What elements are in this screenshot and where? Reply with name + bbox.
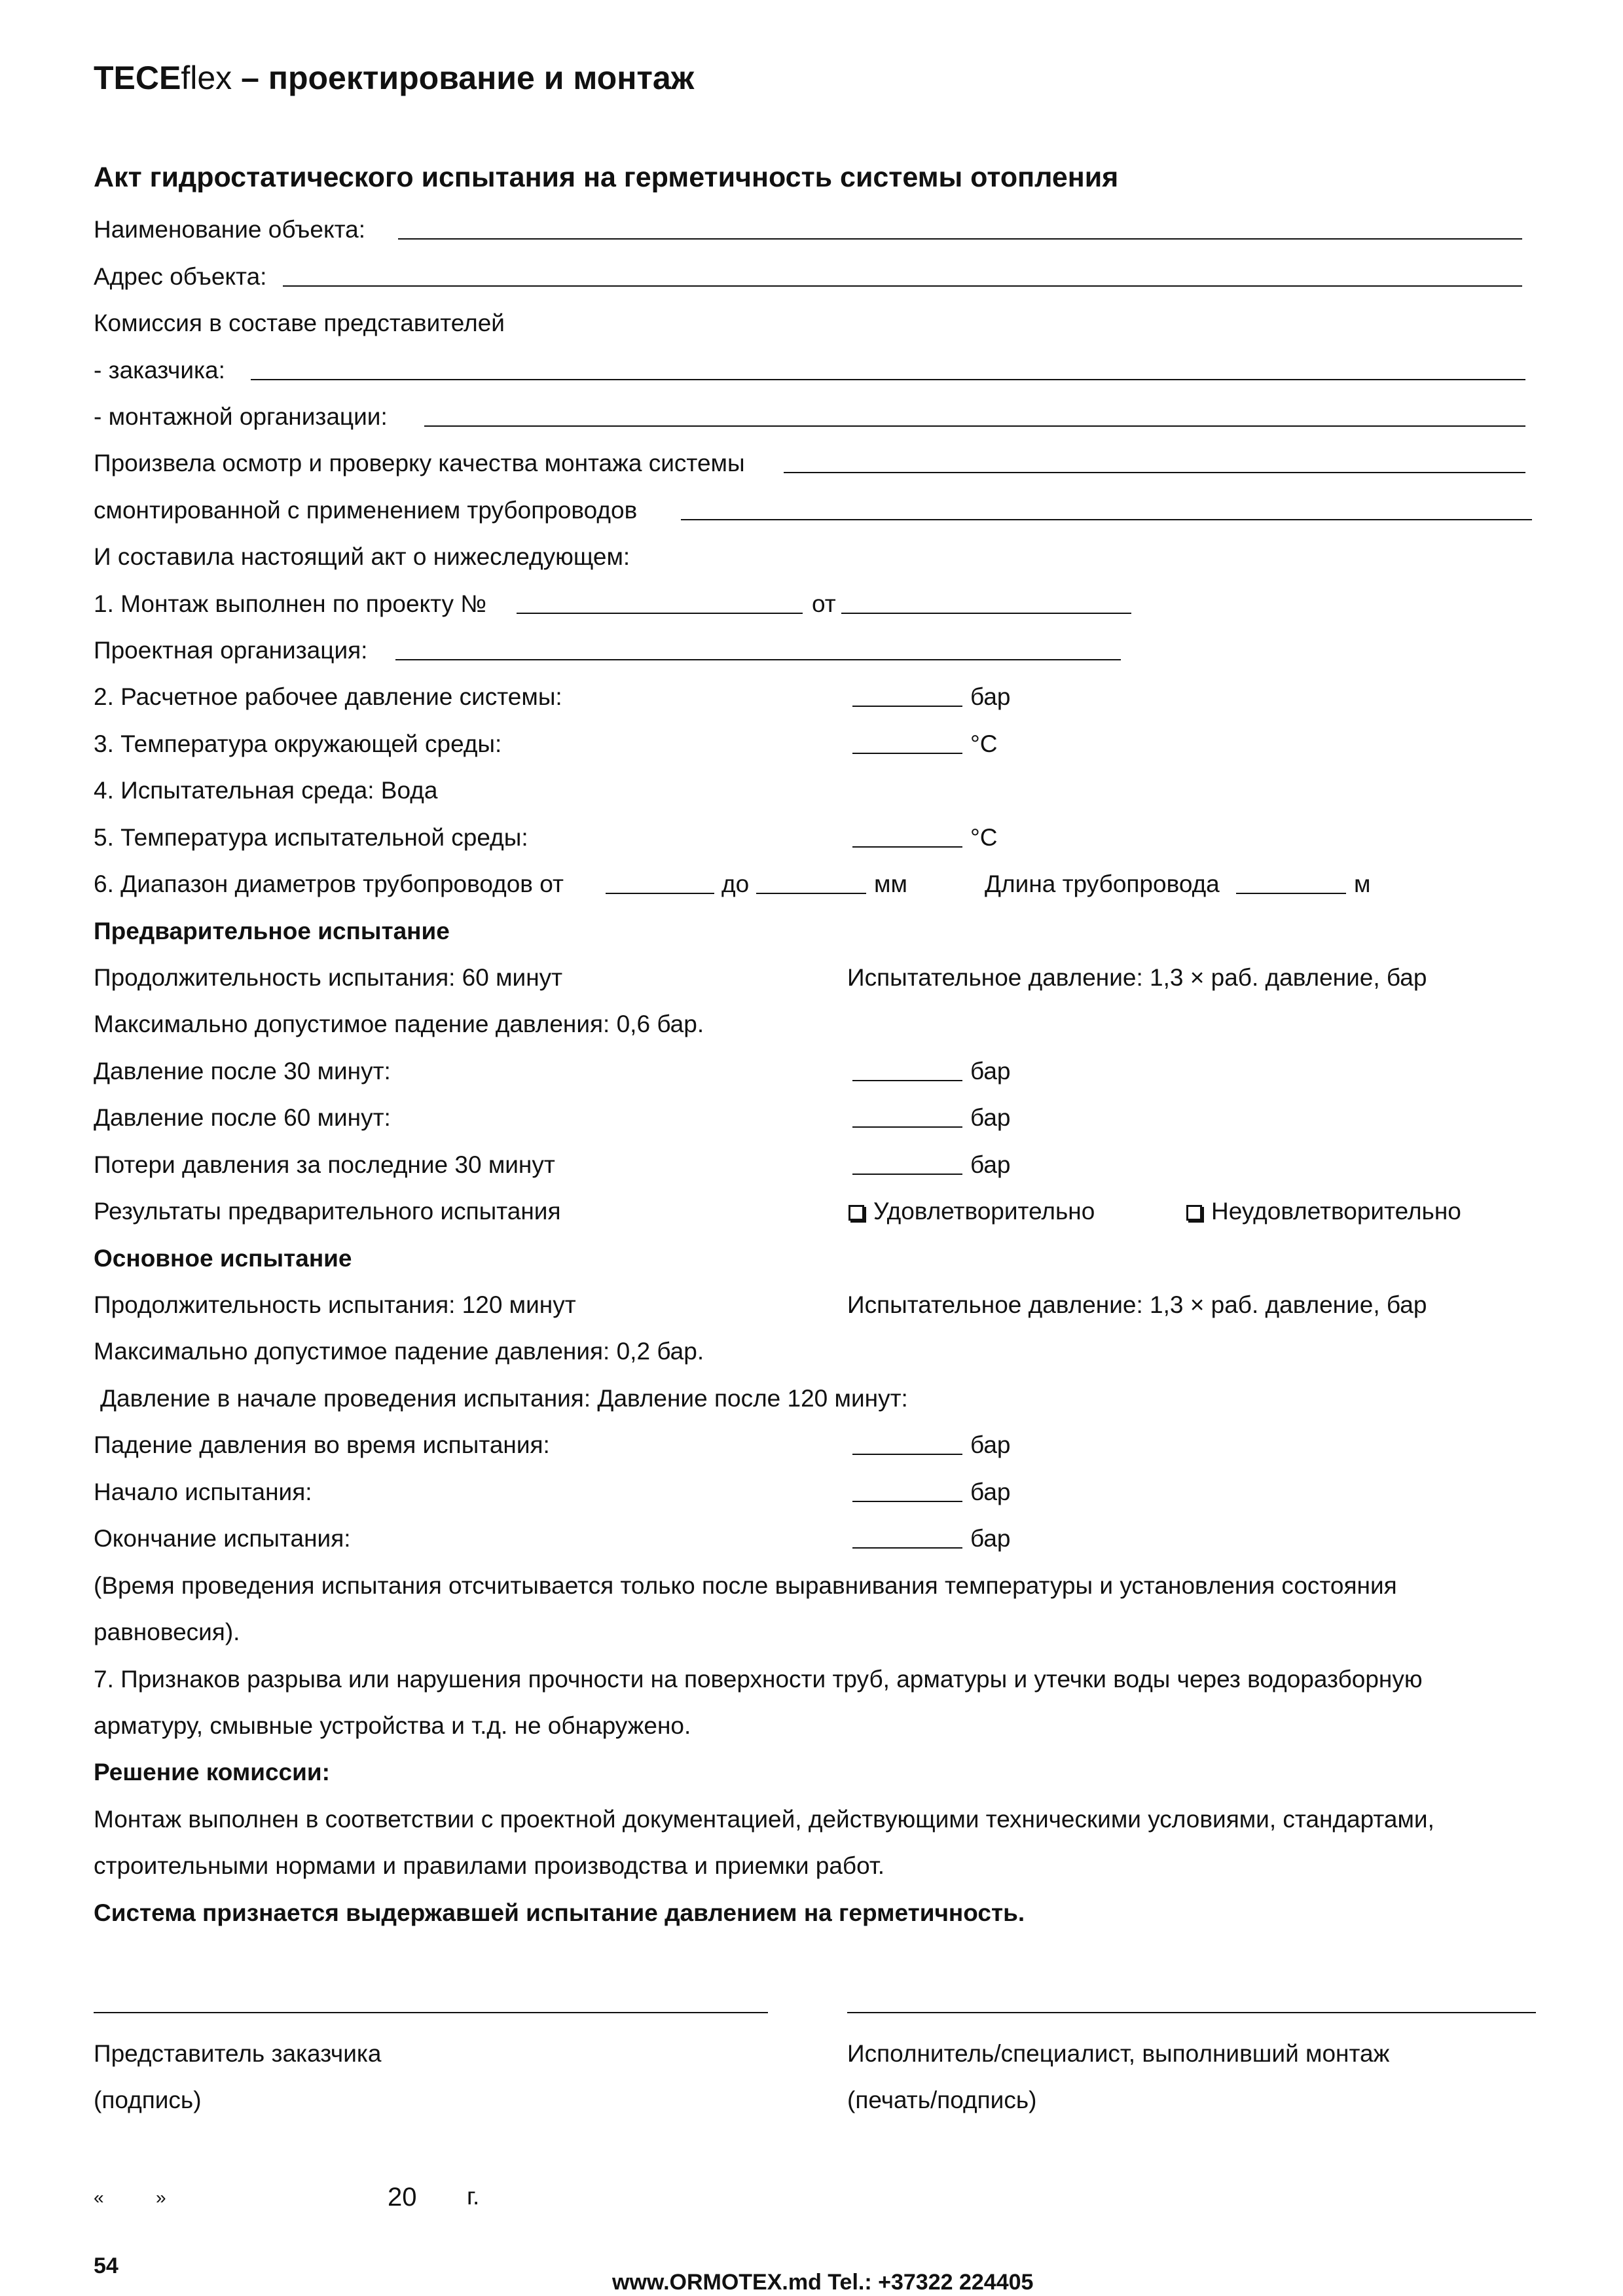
- end-line: [852, 1547, 962, 1549]
- after30-unit: бар: [970, 1058, 1011, 1085]
- item6-label: 6. Диапазон диаметров трубопроводов от: [94, 870, 564, 897]
- start-line: [852, 1501, 962, 1502]
- end-unit: бар: [970, 1525, 1011, 1552]
- loss30-unit: бар: [970, 1151, 1011, 1178]
- checkbox-ok[interactable]: [848, 1205, 864, 1221]
- installer-line: [424, 425, 1525, 427]
- preliminary-max-drop: Максимально допустимое падение давления: 0,6 бар.: [94, 1011, 704, 1037]
- main-duration: Продолжительность испытания: 120 минут: [94, 1291, 576, 1318]
- decision-line1: Монтаж выполнен в соответствии с проектной документацией, действующими техническими условиями, стандартами,: [94, 1806, 1434, 1833]
- item6-mm-unit: мм: [874, 870, 907, 897]
- signature-right-role: Исполнитель/специалист, выполнивший монтаж: [847, 2040, 1390, 2067]
- object-address-label: Адрес объекта:: [94, 263, 267, 290]
- loss30-label: Потери давления за последние 30 минут: [94, 1151, 555, 1178]
- item2-value-line: [852, 706, 962, 707]
- checkbox-not-ok[interactable]: [1186, 1205, 1202, 1221]
- preliminary-test-pressure: Испытательное давление: 1,3 × раб. давление, бар: [847, 964, 1427, 991]
- end-label: Окончание испытания:: [94, 1525, 351, 1552]
- item1-from-label: от: [812, 590, 836, 617]
- note-line1: (Время проведения испытания отсчитывается только после выравнивания температуры и установления состояния: [94, 1572, 1397, 1599]
- item2-unit: бар: [970, 683, 1011, 710]
- item5-label: 5. Температура испытательной среды:: [94, 824, 528, 851]
- inspected-line: [784, 472, 1525, 473]
- project-date-line: [841, 613, 1131, 614]
- signature-left-sub: (подпись): [94, 2087, 202, 2113]
- decision-heading: Решение комиссии:: [94, 1759, 330, 1785]
- preliminary-not-ok-option[interactable]: [1186, 1199, 1461, 1223]
- date-year: 20: [388, 2183, 417, 2212]
- after30-label: Давление после 30 минут:: [94, 1058, 391, 1085]
- item7-line2: арматуру, смывные устройства и т.д. не обнаружено.: [94, 1712, 691, 1739]
- item7-line1: 7. Признаков разрыва или нарушения прочности на поверхности труб, арматуры и утечки воды через водоразборную: [94, 1666, 1423, 1693]
- object-name-label: Наименование объекта:: [94, 216, 366, 243]
- item6-from-line: [606, 893, 714, 894]
- item1-label: 1. Монтаж выполнен по проекту №: [94, 590, 486, 617]
- object-address-line: [283, 285, 1522, 287]
- not-ok-label: Неудовлетворительно: [1211, 1198, 1461, 1225]
- page-header: [94, 62, 694, 94]
- preliminary-ok-option[interactable]: [848, 1199, 1095, 1223]
- ok-label: Удовлетворительно: [873, 1198, 1095, 1225]
- commission-label: Комиссия в составе представителей: [94, 310, 505, 336]
- item6-length-line: [1236, 893, 1346, 894]
- design-org-line: [395, 659, 1121, 660]
- item3-label: 3. Температура окружающей среды:: [94, 730, 502, 757]
- preliminary-duration: Продолжительность испытания: 60 минут: [94, 964, 563, 991]
- decision-line2: строительными нормами и правилами производства и приемки работ.: [94, 1852, 885, 1879]
- customer-line: [251, 379, 1525, 380]
- start-unit: бар: [970, 1479, 1011, 1505]
- main-heading: Основное испытание: [94, 1245, 352, 1272]
- item5-unit: °С: [970, 824, 998, 851]
- preliminary-results-label: Результаты предварительного испытания: [94, 1198, 561, 1225]
- header-title: – проектирование и монтаж: [232, 60, 695, 96]
- decision-conclusion: Система признается выдержавшей испытание давлением на герметичность.: [94, 1899, 1025, 1926]
- signature-left-role: Представитель заказчика: [94, 2040, 382, 2067]
- main-max-drop: Максимально допустимое падение давления: 0,2 бар.: [94, 1338, 704, 1365]
- item6-to-line: [756, 893, 866, 894]
- object-name-line: [398, 238, 1522, 240]
- customer-signature-line: [94, 2012, 768, 2013]
- inspected-label: Произвела осмотр и проверку качества монтажа системы: [94, 450, 745, 476]
- main-test-pressure: Испытательное давление: 1,3 × раб. давление, бар: [847, 1291, 1427, 1318]
- drop-label: Падение давления во время испытания:: [94, 1431, 550, 1458]
- drop-line: [852, 1454, 962, 1455]
- compiled-label: И составила настоящий акт о нижеследующем:: [94, 543, 630, 570]
- date-open-quote: «: [94, 2187, 104, 2208]
- brand-bold: TECE: [94, 60, 181, 96]
- preliminary-heading: Предварительное испытание: [94, 918, 450, 944]
- item2-label: 2. Расчетное рабочее давление системы:: [94, 683, 562, 710]
- drop-unit: бар: [970, 1431, 1011, 1458]
- after60-line: [852, 1126, 962, 1128]
- footer-contact: www.ORMOTEX.md Tel.: +37322 224405: [612, 2270, 1034, 2295]
- brand-thin: flex: [181, 60, 232, 96]
- date-close-quote: »: [156, 2187, 166, 2208]
- note-line2: равновесия).: [94, 1619, 240, 1645]
- act-title: Акт гидростатического испытания на герметичность системы отопления: [94, 162, 1119, 193]
- loss30-line: [852, 1174, 962, 1175]
- installer-signature-line: [847, 2012, 1536, 2013]
- pressure-start-label: Давление в начале проведения испытания: Давление после 120 минут:: [100, 1385, 908, 1412]
- project-number-line: [517, 613, 803, 614]
- page-number: 54: [94, 2253, 119, 2278]
- item3-value-line: [852, 753, 962, 754]
- mounted-with-line: [681, 519, 1532, 520]
- item3-unit: °С: [970, 730, 998, 757]
- after30-line: [852, 1080, 962, 1081]
- item4-label: 4. Испытательная среда: Вода: [94, 777, 438, 804]
- start-label: Начало испытания:: [94, 1479, 312, 1505]
- item6-m-unit: м: [1354, 870, 1371, 897]
- date-suffix: г.: [467, 2183, 480, 2210]
- after60-unit: бар: [970, 1104, 1011, 1131]
- installer-label: - монтажной организации:: [94, 403, 388, 430]
- item5-value-line: [852, 846, 962, 848]
- after60-label: Давление после 60 минут:: [94, 1104, 391, 1131]
- design-org-label: Проектная организация:: [94, 637, 368, 664]
- mounted-with-label: смонтированной с применением трубопроводов: [94, 497, 638, 524]
- customer-label: - заказчика:: [94, 357, 225, 384]
- signature-right-sub: (печать/подпись): [847, 2087, 1037, 2113]
- item6-to-label: до: [721, 870, 750, 897]
- item6-length-label: Длина трубопровода: [985, 870, 1220, 897]
